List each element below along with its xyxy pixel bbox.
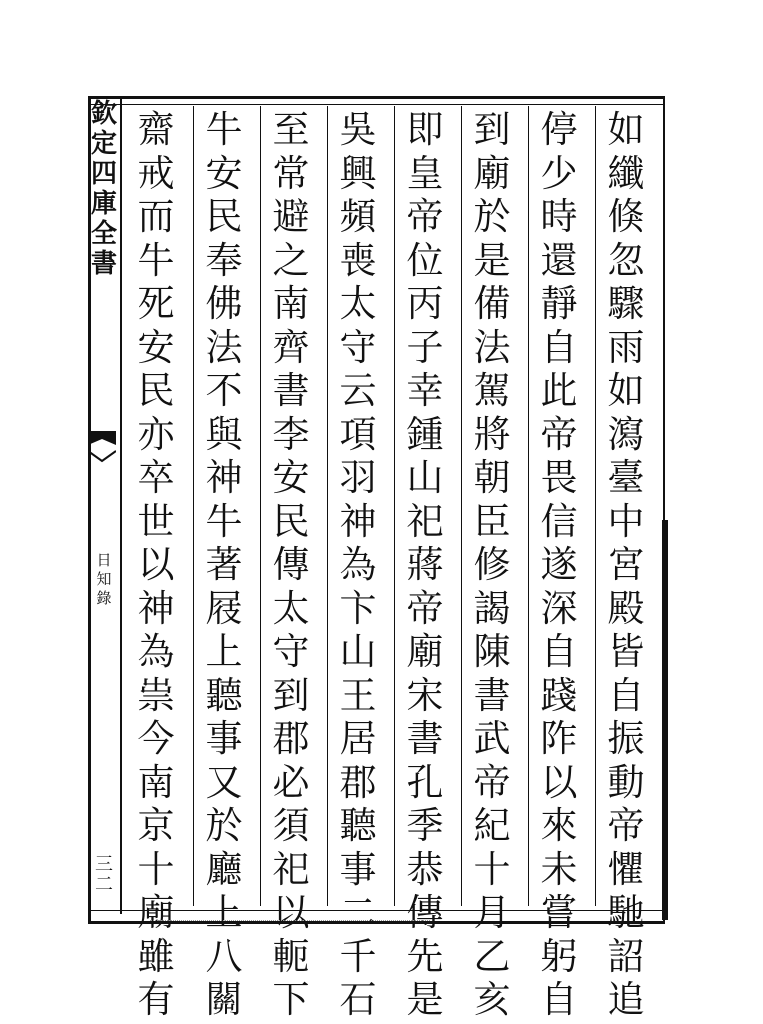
column-text: 至常避之南齊書李安民傳太守到郡必須祀以軛下 bbox=[272, 108, 310, 1021]
column-text: 齋戒而牛死安民亦卒世以神為祟今南京十廟雖有 bbox=[137, 108, 175, 1021]
page-number: 三二 bbox=[95, 854, 113, 895]
column-text: 到廟於是備法駕將朝臣修謁陳書武帝紀十月乙亥 bbox=[473, 108, 511, 1021]
text-column-7 bbox=[193, 106, 253, 1021]
text-column-4 bbox=[394, 106, 454, 1021]
column-text: 停少時還靜自此帝畏信遂深自踐阼以來未嘗躬自 bbox=[540, 108, 578, 1021]
frame-inner-top-rule bbox=[88, 104, 663, 105]
column-text: 牛安民奉佛法不與神牛著屐上聽事又於廳上八關 bbox=[205, 108, 243, 1021]
series-title: 欽定四庫全書 bbox=[90, 99, 117, 279]
center-margin bbox=[88, 99, 122, 914]
fish-tail-mark-icon bbox=[88, 431, 116, 469]
text-column-8 bbox=[126, 106, 186, 1021]
column-text: 吳興頻喪太守云項羽神為卞山王居郡聽事二千石 bbox=[339, 108, 377, 1021]
book-title: 日知錄 bbox=[96, 551, 112, 607]
text-column-1 bbox=[595, 106, 655, 1021]
text-column-2 bbox=[528, 106, 588, 1021]
column-text: 即皇帝位丙子幸鍾山祀蔣帝廟宋書孔季恭傳先是 bbox=[406, 108, 444, 1021]
text-column-5 bbox=[327, 106, 387, 1021]
scan-noise bbox=[150, 920, 430, 921]
binding-edge-bar bbox=[662, 520, 668, 920]
text-column-6 bbox=[260, 106, 320, 1021]
text-column-3 bbox=[461, 106, 521, 1021]
column-text: 如纖倏忽驟雨如瀉臺中宮殿皆自振動帝懼馳詔追 bbox=[607, 108, 645, 1021]
